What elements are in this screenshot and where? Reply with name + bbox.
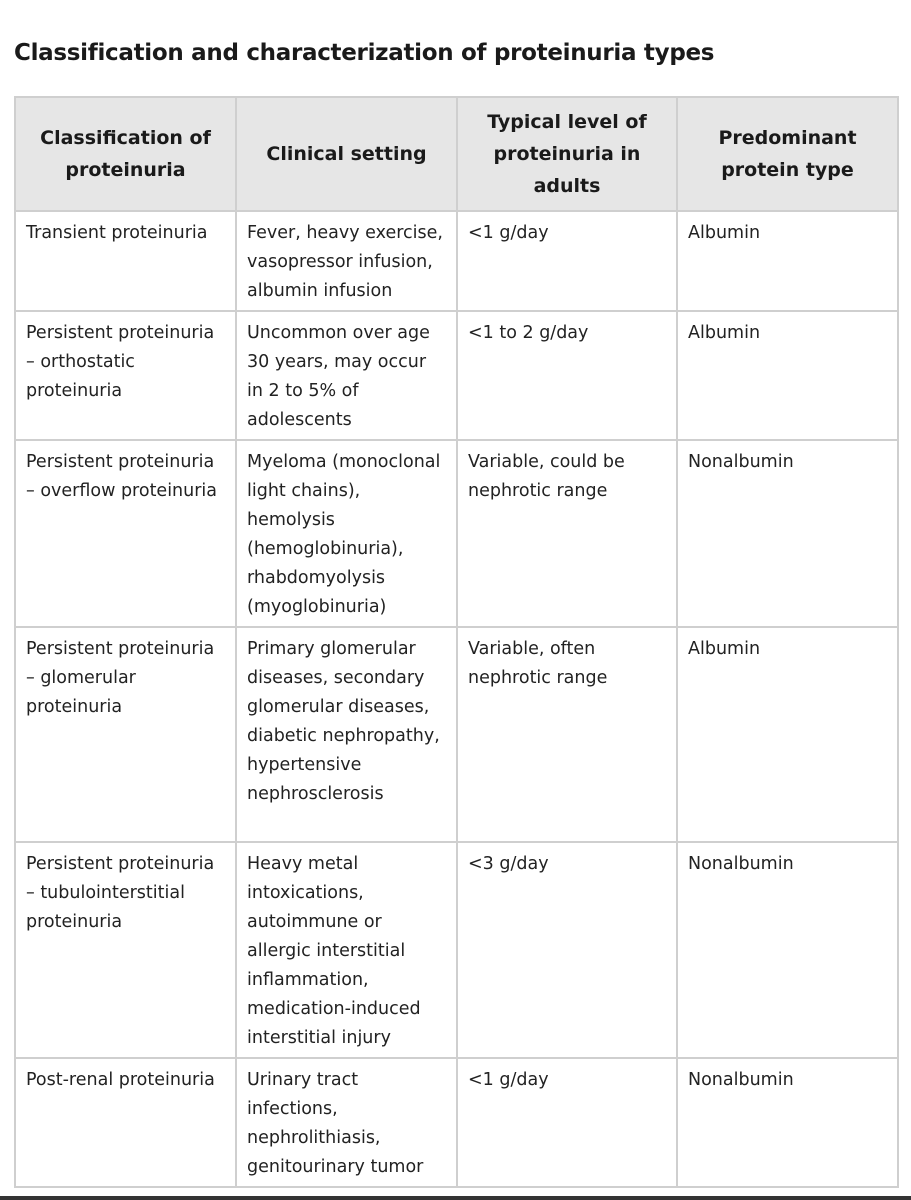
table-row: [15, 627, 898, 842]
cell-classification: Persistent proteinuria – glomerular proteinuria: [15, 627, 236, 842]
cell-typical-level: <1 g/day: [457, 211, 677, 311]
cell-protein-type: Nonalbumin: [677, 1058, 898, 1187]
table-row: [15, 440, 898, 627]
cell-classification: Post-renal proteinuria: [15, 1058, 236, 1187]
cell-protein-type: Nonalbumin: [677, 440, 898, 627]
column-header-clinical-setting: Clinical setting: [236, 97, 457, 211]
bottom-divider: [0, 1196, 911, 1200]
column-header-classification: Classification of proteinuria: [15, 97, 236, 211]
table-row: [15, 211, 898, 311]
table-row: [15, 842, 898, 1058]
cell-typical-level: Variable, could be nephrotic range: [457, 440, 677, 627]
cell-classification: Persistent proteinuria – orthostatic proteinuria: [15, 311, 236, 440]
column-header-typical-level: Typical level of proteinuria in adults: [457, 97, 677, 211]
cell-protein-type: Albumin: [677, 311, 898, 440]
table-row: [15, 1058, 898, 1187]
column-header-protein-type: Predominant protein type: [677, 97, 898, 211]
table-row: [15, 311, 898, 440]
cell-clinical-setting: Heavy metal intoxications, autoimmune or allergic interstitial inflammation, medication-induced interstitial injury: [236, 842, 457, 1058]
cell-classification: Transient proteinuria: [15, 211, 236, 311]
page-title: Classification and characterization of proteinuria types: [14, 40, 715, 66]
cell-classification: Persistent proteinuria – overflow proteinuria: [15, 440, 236, 627]
cell-clinical-setting: Fever, heavy exercise, vasopressor infusion, albumin infusion: [236, 211, 457, 311]
cell-clinical-setting: Uncommon over age 30 years, may occur in 2 to 5% of adolescents: [236, 311, 457, 440]
cell-classification: Persistent proteinuria – tubulointerstitial proteinuria: [15, 842, 236, 1058]
cell-typical-level: <1 g/day: [457, 1058, 677, 1187]
cell-protein-type: Albumin: [677, 211, 898, 311]
cell-clinical-setting: Primary glomerular diseases, secondary glomerular diseases, diabetic nephropathy, hypertensive nephrosclerosis: [236, 627, 457, 842]
table-header-row: [15, 97, 898, 211]
cell-protein-type: Albumin: [677, 627, 898, 842]
cell-typical-level: Variable, often nephrotic range: [457, 627, 677, 842]
proteinuria-table: [14, 96, 899, 1188]
cell-clinical-setting: Myeloma (monoclonal light chains), hemolysis (hemoglobinuria), rhabdomyolysis (myoglobinuria): [236, 440, 457, 627]
cell-clinical-setting: Urinary tract infections, nephrolithiasis, genitourinary tumor: [236, 1058, 457, 1187]
cell-typical-level: <3 g/day: [457, 842, 677, 1058]
cell-protein-type: Nonalbumin: [677, 842, 898, 1058]
cell-typical-level: <1 to 2 g/day: [457, 311, 677, 440]
